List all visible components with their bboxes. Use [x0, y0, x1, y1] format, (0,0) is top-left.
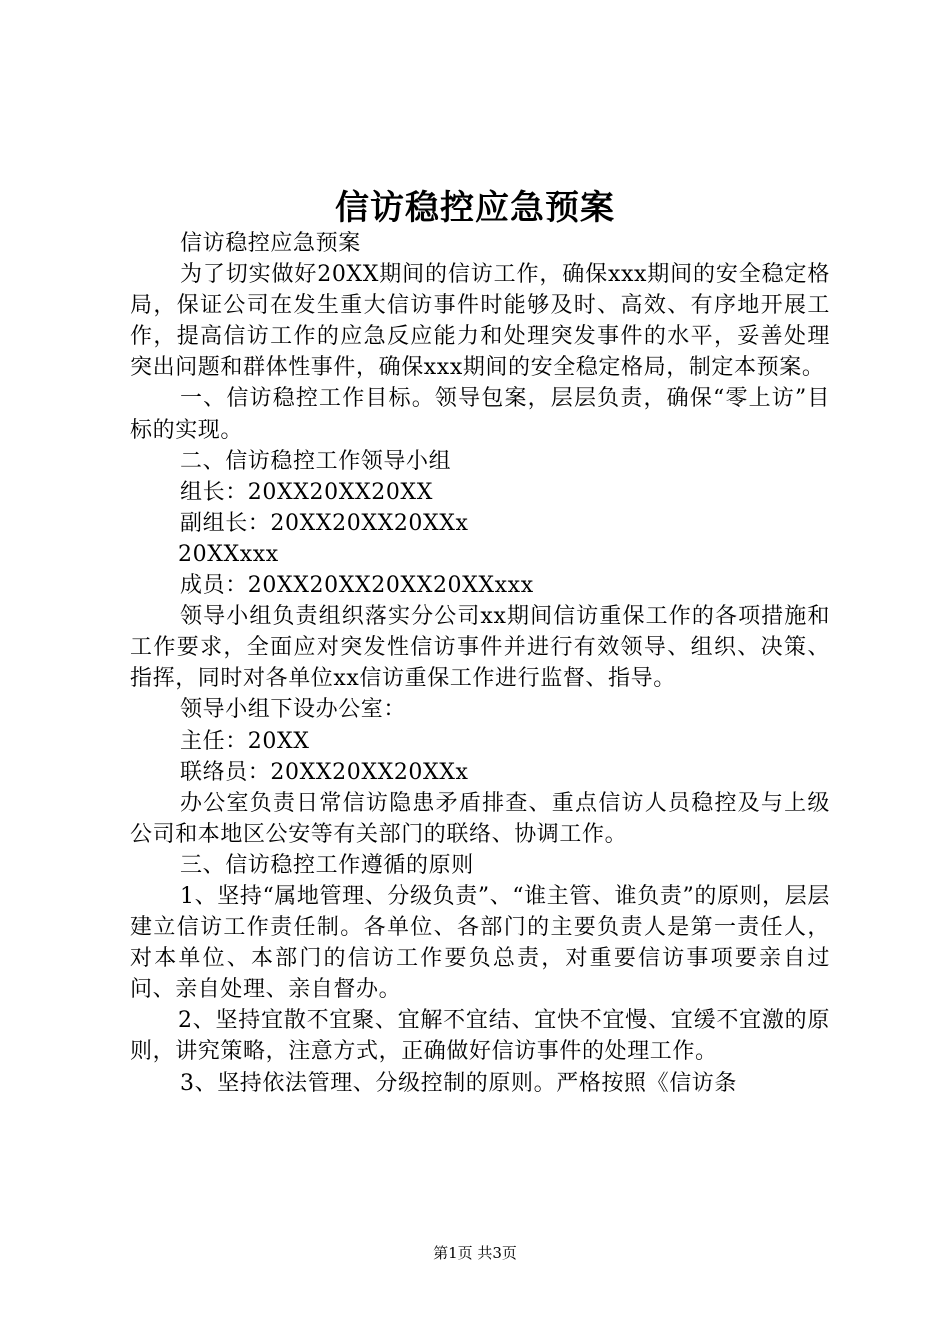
paragraph-liaison: 联络员：20XX20XX20XXx	[180, 759, 469, 785]
document-title: 信访稳控应急预案	[335, 188, 615, 228]
document-body	[130, 228, 830, 1099]
paragraph-principle-2: 2、坚持宜散不宜聚、宜解不宜结、宜快不宜慢、宜缓不宜激的原则，讲究策略，注意方式，正确做好信访事件的处理工作。	[130, 1008, 830, 1065]
paragraph-principle-1: 1、坚持“属地管理、分级负责”、“谁主管、谁负责”的原则，层层建立信访工作责任制。各单位、各部门的主要负责人是第一责任人，对本单位、本部门的信访工作要负总责，对重要信访事项要亲自过问、亲自处理、亲自督办。	[130, 883, 830, 1003]
paragraph-deputy-leader: 副组长：20XX20XX20XXx	[180, 510, 469, 536]
paragraph-group-duties: 领导小组负责组织落实分公司xx期间信访重保工作的各项措施和工作要求，全面应对突发性信访事件并进行有效领导、组织、决策、指挥，同时对各单位xx信访重保工作进行监督、指导。	[130, 604, 830, 692]
paragraph-director: 主任：20XX	[180, 728, 310, 754]
paragraph-section-2-heading: 二、信访稳控工作领导小组	[180, 448, 452, 474]
paragraph-leader: 组长：20XX20XX20XX	[180, 479, 433, 505]
paragraph-section-1: 一、信访稳控工作目标。领导包案，层层负责，确保“零上访”目标的实现。	[130, 386, 830, 443]
paragraph-principle-3: 3、坚持依法管理、分级控制的原则。严格按照《信访条	[180, 1070, 737, 1096]
paragraph-section-3-heading: 三、信访稳控工作遵循的原则	[180, 852, 474, 878]
paragraph-deputy-extra: 20XXxxx	[178, 541, 279, 567]
paragraph-intro: 为了切实做好20XX期间的信访工作，确保xxx期间的安全稳定格局，保证公司在发生重大信访事件时能够及时、高效、有序地开展工作，提高信访工作的应急反应能力和处理突发事件的水平，妥善处理突出问题和群体性事件，确保xxx期间的安全稳定格局，制定本预案。	[130, 262, 830, 381]
paragraph-office-heading: 领导小组下设办公室：	[180, 697, 407, 723]
paragraph-office-duties: 办公室负责日常信访隐患矛盾排查、重点信访人员稳控及与上级公司和本地区公安等有关部门的联络、协调工作。	[130, 790, 830, 847]
paragraph-members: 成员：20XX20XX20XX20XXxxx	[180, 573, 534, 599]
page-footer: 第1页 共3页	[433, 1244, 517, 1262]
paragraph-subtitle: 信访稳控应急预案	[180, 231, 361, 256]
